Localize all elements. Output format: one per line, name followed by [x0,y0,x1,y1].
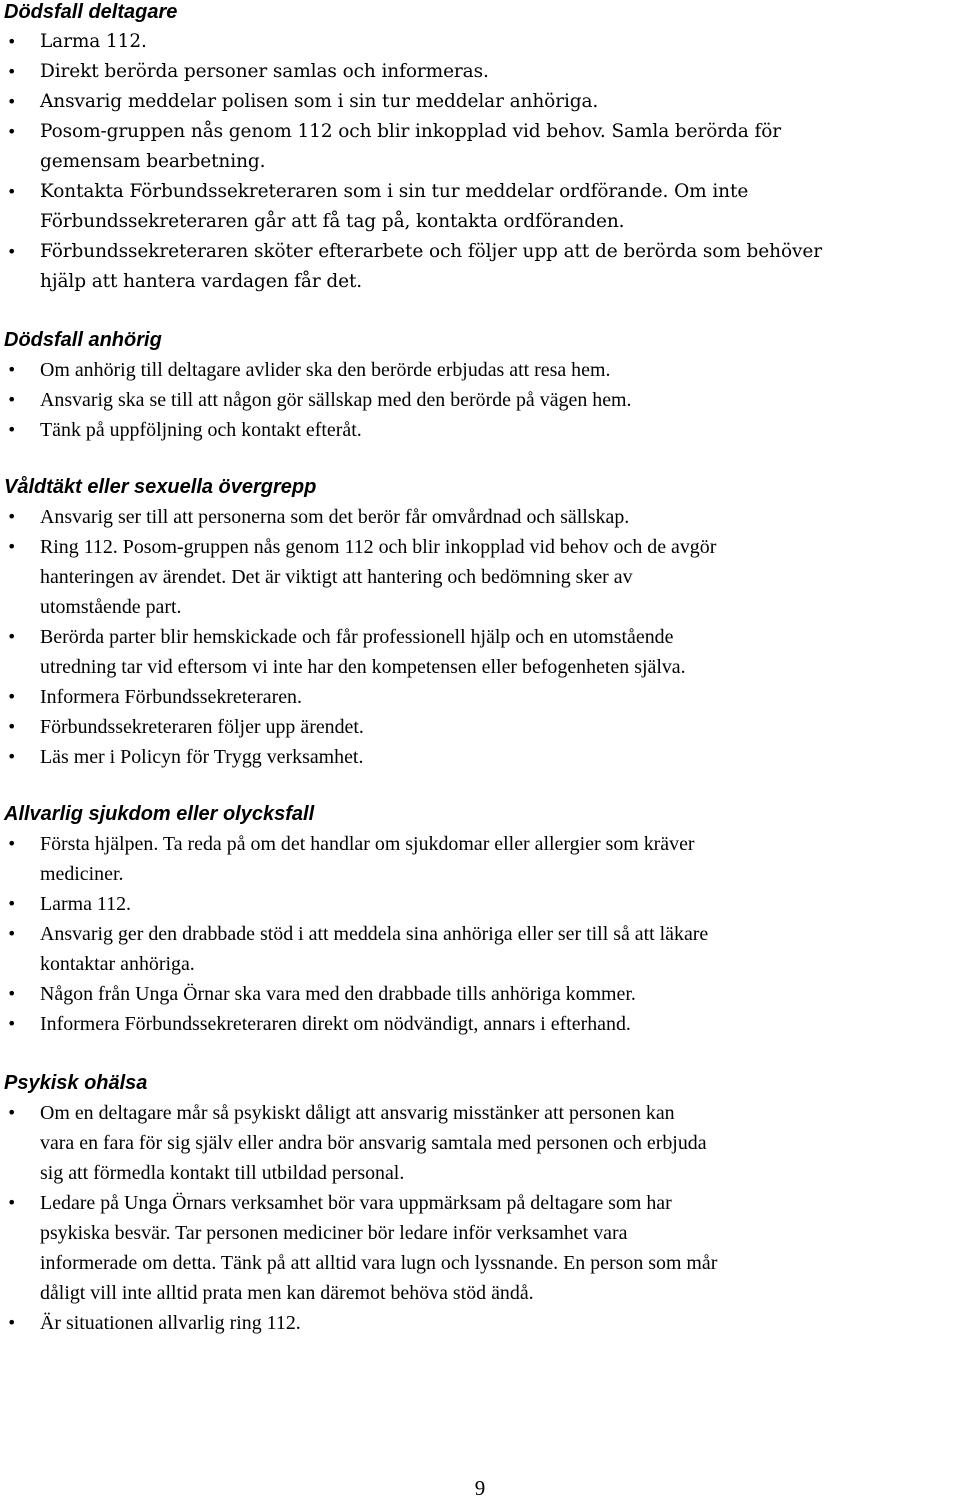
bullet-list [0,1098,960,1338]
list-item [0,27,960,57]
bullet-list [0,829,960,1039]
bullet-icon: • [7,537,17,556]
list-item-text: mediciner. [40,863,124,885]
bullet-icon: • [7,1193,17,1212]
bullet-icon: • [7,62,17,81]
list-item-text: Posom-gruppen nås genom 112 och blir inkopplad vid behov. Samla berörda för [40,121,782,142]
list-item-text: informerade om detta. Tänk på att alltid vara lugn och lyssnande. En person som mår [40,1252,718,1274]
bullet-icon: • [7,1103,17,1122]
section-psykisk-ohalsa [0,1068,960,1338]
list-item [0,117,960,177]
list-item-text: utredning tar vid eftersom vi inte har den kompetensen eller befogenheten själva. [40,656,686,678]
list-item [0,829,960,889]
list-item-text: Ansvarig ska se till att någon gör sällskap med den berörde på vägen hem. [40,389,632,411]
list-item-text: Förbundssekreteraren sköter efterarbete och följer upp att de berörda som behöver [40,241,822,262]
list-item-text: Om en deltagare mår så psykiskt dåligt att ansvarig misstänker att personen kan [40,1102,675,1124]
list-item [0,712,960,742]
list-item [0,889,960,919]
bullet-icon: • [7,507,17,526]
bullet-icon: • [7,717,17,736]
list-item [0,742,960,772]
list-item-text: Ansvarig meddelar polisen som i sin tur meddelar anhöriga. [40,91,599,112]
bullet-icon: • [7,924,17,943]
bullet-icon: • [7,122,17,141]
bullet-icon: • [7,687,17,706]
list-item-text: Informera Förbundssekreteraren direkt om nödvändigt, annars i efterhand. [40,1013,631,1035]
bullet-icon: • [7,834,17,853]
bullet-list [0,355,960,445]
section-valdtakt [0,472,960,772]
bullet-icon: • [7,420,17,439]
bullet-list [0,502,960,772]
list-item-text: Ansvarig ser till att personerna som det berör får omvårdnad och sällskap. [40,506,630,528]
section-allvarlig-sjukdom [0,799,960,1039]
list-item-text: Ledare på Unga Örnars verksamhet bör vara uppmärksam på deltagare som har [40,1192,672,1214]
bullet-icon: • [7,32,17,51]
section-heading: Allvarlig sjukdom eller olycksfall [4,803,315,825]
list-item-text: Någon från Unga Örnar ska vara med den drabbade tills anhöriga kommer. [40,983,636,1005]
list-item-text: psykiska besvär. Tar personen mediciner bör ledare inför verksamhet vara [40,1222,628,1244]
bullet-icon: • [7,390,17,409]
list-item [0,87,960,117]
list-item-text: Första hjälpen. Ta reda på om det handlar om sjukdomar eller allergier som kräver [40,833,695,855]
list-item-text: hanteringen av ärendet. Det är viktigt att hantering och bedömning sker av [40,566,633,588]
list-item-text: Förbundssekreteraren går att få tag på, kontakta ordföranden. [40,211,625,232]
bullet-icon: • [7,182,17,201]
bullet-icon: • [7,1014,17,1033]
list-item-text: utomstående part. [40,596,182,618]
section-heading: Dödsfall deltagare [4,1,178,23]
list-item-text: vara en fara för sig själv eller andra bör ansvarig samtala med personen och erbjuda [40,1132,707,1154]
section-dodsfall-deltagare [0,0,960,297]
list-item-text: Kontakta Förbundssekreteraren som i sin tur meddelar ordförande. Om inte [40,181,749,202]
list-item [0,979,960,1009]
list-item-text: Tänk på uppföljning och kontakt efteråt. [40,419,362,441]
bullet-icon: • [7,984,17,1003]
list-item-text: hjälp att hantera vardagen får det. [40,271,363,292]
list-item-text: dåligt vill inte alltid prata men kan däremot behöva stöd ändå. [40,1282,534,1304]
list-item-text: Om anhörig till deltagare avlider ska den berörde erbjudas att resa hem. [40,359,611,381]
list-item [0,415,960,445]
list-item [0,919,960,979]
bullet-icon: • [7,747,17,766]
section-heading: Våldtäkt eller sexuella övergrepp [4,476,317,498]
bullet-icon: • [7,1313,17,1332]
list-item-text: gemensam bearbetning. [40,151,266,172]
list-item [0,177,960,237]
list-item [0,532,960,622]
bullet-icon: • [7,894,17,913]
list-item-text: Läs mer i Policyn för Trygg verksamhet. [40,746,364,768]
bullet-icon: • [7,627,17,646]
list-item [0,682,960,712]
list-item-text: Larma 112. [40,31,147,52]
list-item [0,1188,960,1308]
bullet-icon: • [7,242,17,261]
list-item [0,1009,960,1039]
list-item [0,237,960,297]
bullet-icon: • [7,360,17,379]
section-dodsfall-anhorig [0,325,960,445]
list-item-text: Berörda parter blir hemskickade och får professionell hjälp och en utomstående [40,626,674,648]
list-item [0,622,960,682]
list-item-text: Direkt berörda personer samlas och informeras. [40,61,489,82]
list-item [0,1308,960,1338]
list-item [0,57,960,87]
list-item-text: Larma 112. [40,893,132,915]
list-item-text: Ansvarig ger den drabbade stöd i att meddela sina anhöriga eller ser till så att läkare [40,923,709,945]
list-item-text: Är situationen allvarlig ring 112. [40,1312,301,1334]
list-item-text: Förbundssekreteraren följer upp ärendet. [40,716,364,738]
bullet-icon: • [7,92,17,111]
section-heading: Dödsfall anhörig [4,329,162,351]
list-item [0,502,960,532]
page-number: 9 [474,1476,486,1500]
list-item [0,385,960,415]
section-heading: Psykisk ohälsa [4,1072,148,1094]
list-item-text: Informera Förbundssekreteraren. [40,686,302,708]
list-item-text: sig att förmedla kontakt till utbildad personal. [40,1162,405,1184]
list-item [0,355,960,385]
list-item-text: Ring 112. Posom-gruppen nås genom 112 och blir inkopplad vid behov och de avgör [40,536,717,558]
list-item [0,1098,960,1188]
bullet-list [0,27,960,297]
list-item-text: kontaktar anhöriga. [40,953,195,975]
